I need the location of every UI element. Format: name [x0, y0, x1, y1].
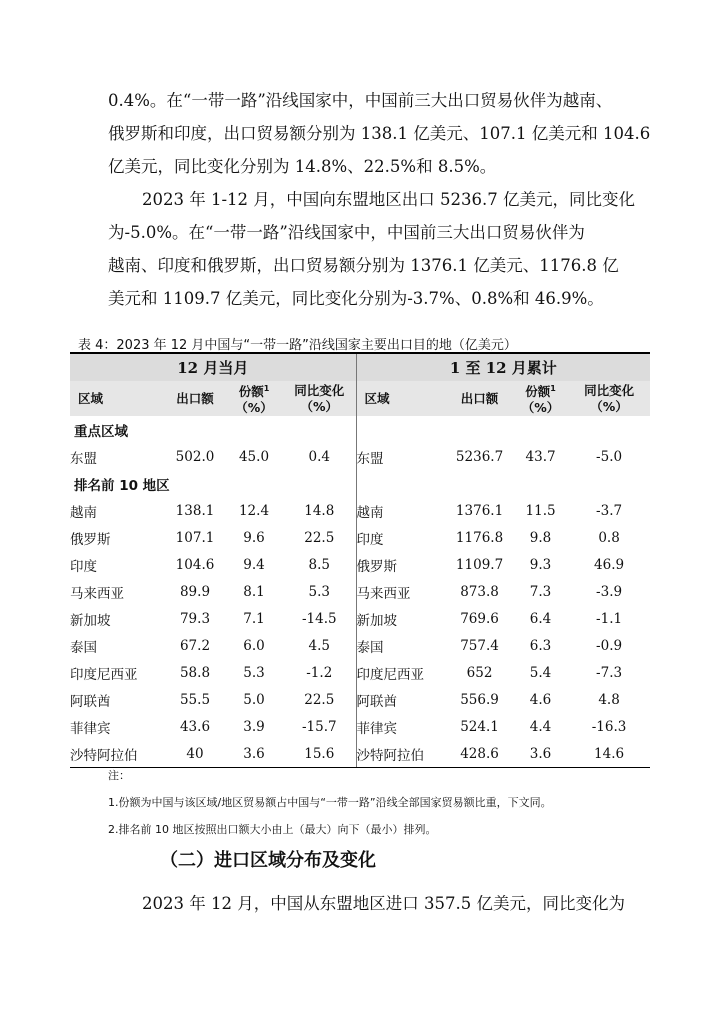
cell-share: 5.4: [529, 664, 552, 681]
cell-share: 3.6: [513, 740, 568, 768]
col-share-left: [225, 381, 283, 416]
cell-export: 1376.1: [455, 502, 504, 519]
cell-share: 12.4: [238, 502, 270, 519]
cell-export: 524.1: [460, 718, 499, 735]
cell-region: 越南: [70, 504, 97, 521]
cell-export: 107.1: [175, 529, 215, 546]
table-row: [70, 713, 650, 740]
cell-share: 8.1: [243, 583, 265, 600]
col-region-right: 区域: [356, 381, 446, 416]
cell-region: 菲律宾: [70, 720, 111, 737]
table-row: [70, 632, 650, 659]
paragraph-2-line-3: 越南、印度和俄罗斯，出口贸易额分别为 1376.1 亿美元、1176.8 亿: [108, 256, 619, 275]
cell-share: 3.9: [243, 718, 265, 735]
cell-yoy: 4.5: [283, 632, 356, 659]
cell-export: 55.5: [179, 691, 211, 708]
col-share-right-label: 份额: [525, 384, 551, 400]
section-row-top10: [70, 470, 650, 497]
cell-export: 67.2: [179, 637, 211, 654]
col-yoy-right-unit: （%）: [590, 398, 628, 414]
paragraph-3-line-1: 2023 年 12 月，中国从东盟地区进口 357.5 亿美元，同比变化为: [142, 894, 625, 913]
cell-region: 马来西亚: [70, 585, 124, 602]
table-row: [70, 524, 650, 551]
cell-share: 11.5: [525, 502, 556, 519]
cell-region: 越南: [356, 504, 384, 521]
col-export-right: 出口额: [446, 381, 513, 416]
cell-export: 104.6: [175, 556, 215, 573]
paragraph-2-line-2: 为-5.0%。在“一带一路”沿线国家中，中国前三大出口贸易伙伴为: [108, 223, 585, 242]
section-row-key-regions: [70, 416, 650, 443]
paragraph-2: [108, 183, 636, 315]
cell-export: 1176.8: [455, 529, 504, 546]
cell-share: 3.6: [225, 740, 283, 768]
cell-yoy: -3.9: [596, 583, 623, 600]
cell-yoy: 22.5: [283, 524, 356, 551]
cell-region: 沙特阿拉伯: [356, 740, 446, 768]
cell-yoy: -0.9: [596, 637, 623, 654]
table-caption: 表 4：2023 年 12 月中国与“一带一路”沿线国家主要出口目的地（亿美元）: [78, 338, 517, 353]
cell-region: 东盟: [70, 450, 97, 467]
cell-region: 东盟: [356, 450, 384, 467]
cell-yoy: 22.5: [283, 686, 356, 713]
col-share-left-note: 1: [263, 384, 270, 393]
table-row: [70, 497, 650, 524]
table-row: [70, 740, 650, 768]
table-group-header: [70, 353, 650, 381]
cell-region: 阿联酋: [356, 693, 398, 710]
col-share-right-unit: （%）: [521, 400, 560, 416]
cell-region: 新加坡: [70, 612, 111, 629]
cell-yoy: 15.6: [283, 740, 356, 768]
table-row: [70, 551, 650, 578]
cell-export: 428.6: [446, 740, 513, 768]
cell-share: 6.3: [529, 637, 552, 654]
cell-share: 9.6: [243, 529, 265, 546]
table-row: [70, 686, 650, 713]
cell-share: 7.3: [529, 583, 552, 600]
cell-export: 79.3: [179, 610, 211, 627]
cell-yoy: -16.3: [591, 718, 627, 735]
paragraph-2-line-4: 美元和 1109.7 亿美元，同比变化分别为-3.7%、0.8%和 46.9%。: [108, 289, 604, 308]
cell-region: 印度尼西亚: [356, 666, 425, 683]
note-2: 2.排名前 10 地区按照出口额大小由上（最大）向下（最小）排列。: [108, 823, 437, 836]
cell-yoy: 14.8: [283, 497, 356, 524]
cell-export: 138.1: [175, 502, 215, 519]
cell-region: 泰国: [356, 639, 384, 656]
section-top10: 排名前 10 地区: [70, 470, 356, 497]
cell-yoy: 14.6: [568, 740, 650, 768]
col-region-left: 区域: [70, 381, 165, 416]
cell-region: 印度: [70, 558, 97, 575]
cell-yoy: -7.3: [596, 664, 623, 681]
cell-export: 652: [466, 664, 493, 681]
col-share-right-note: 1: [550, 384, 556, 393]
cell-export: 502.0: [175, 448, 215, 465]
table-row: [70, 443, 650, 470]
cell-share: 4.6: [529, 691, 552, 708]
table-row: [70, 578, 650, 605]
cell-share: 6.0: [243, 637, 265, 654]
cell-share: 9.3: [529, 556, 552, 573]
cell-region: 俄罗斯: [70, 531, 111, 548]
cell-yoy: 8.5: [283, 551, 356, 578]
cell-share: 5.0: [243, 691, 265, 708]
paragraph-1-line-3: 亿美元，同比变化分别为 14.8%、22.5%和 8.5%。: [108, 157, 497, 176]
col-yoy-right-label: 同比变化: [584, 382, 635, 398]
col-yoy-right: [568, 381, 650, 416]
cell-export: 40: [165, 740, 225, 768]
cell-share: 9.4: [243, 556, 265, 573]
cell-yoy: -15.7: [283, 713, 356, 740]
cell-region: 马来西亚: [356, 585, 411, 602]
col-yoy-left-label: 同比变化: [294, 382, 345, 398]
cell-yoy: -1.2: [283, 659, 356, 686]
cell-region: 印度尼西亚: [70, 666, 138, 683]
paragraph-2-line-1: 2023 年 1-12 月，中国向东盟地区出口 5236.7 亿美元，同比变化: [142, 190, 636, 209]
cell-region: 俄罗斯: [356, 558, 398, 575]
paragraph-3: [108, 887, 628, 920]
paragraph-1: [108, 84, 651, 183]
col-yoy-left-unit: （%）: [300, 398, 339, 414]
cell-export: 58.8: [179, 664, 211, 681]
cell-yoy: -3.7: [596, 502, 623, 519]
cell-yoy: -14.5: [283, 605, 356, 632]
cell-yoy: 4.8: [598, 691, 620, 708]
cell-export: 1109.7: [455, 556, 504, 573]
cell-export: 556.9: [460, 691, 499, 708]
cell-yoy: 46.9: [594, 556, 625, 573]
table-row: [70, 605, 650, 632]
table-body: [70, 497, 650, 768]
cell-share: 4.4: [529, 718, 552, 735]
cell-yoy: 5.3: [283, 578, 356, 605]
col-export-left: 出口额: [165, 381, 225, 416]
cell-yoy: 0.8: [598, 529, 620, 546]
cell-region: 新加坡: [356, 612, 398, 629]
cell-export: 43.6: [179, 718, 211, 735]
cell-yoy: -5.0: [596, 448, 623, 465]
table-row: [70, 659, 650, 686]
cell-region: 印度: [356, 531, 384, 548]
paragraph-1-line-2: 俄罗斯和印度，出口贸易额分别为 138.1 亿美元、107.1 亿美元和 104.6: [108, 124, 651, 143]
col-share-right: [513, 381, 568, 416]
cell-share: 9.8: [529, 529, 552, 546]
col-share-left-label: 份额: [238, 384, 264, 400]
cell-region: 菲律宾: [356, 720, 398, 737]
notes-label: 注：: [108, 769, 130, 782]
cell-export: 769.6: [460, 610, 499, 627]
section-key-regions: 重点区域: [70, 416, 356, 443]
cell-share: 45.0: [238, 448, 270, 465]
cell-yoy: 0.4: [283, 443, 356, 470]
col-share-left-unit: （%）: [235, 400, 273, 416]
paragraph-1-line-1: 0.4%。在“一带一路”沿线国家中，中国前三大出口贸易伙伴为越南、: [108, 91, 613, 110]
cell-export: 873.8: [460, 583, 499, 600]
cell-export: 5236.7: [455, 448, 504, 465]
table-column-header: [70, 381, 650, 416]
note-1: 1.份额为中国与该区域/地区贸易额占中国与“一带一路”沿线全部国家贸易额比重，下文同。: [108, 796, 552, 809]
group-december: 12 月当月: [70, 353, 356, 381]
section-heading: （二）进口区域分布及变化: [160, 850, 376, 871]
cell-share: 7.1: [243, 610, 265, 627]
cell-export: 89.9: [179, 583, 211, 600]
cell-region: 阿联酋: [70, 693, 111, 710]
cell-export: 757.4: [460, 637, 499, 654]
cell-share: 43.7: [525, 448, 556, 465]
export-destinations-table: [70, 352, 650, 768]
cell-share: 5.3: [243, 664, 265, 681]
cell-yoy: -1.1: [596, 610, 623, 627]
col-yoy-left: [283, 381, 356, 416]
group-cumulative: 1 至 12 月累计: [356, 353, 650, 381]
cell-region: 泰国: [70, 639, 97, 656]
cell-region: 沙特阿拉伯: [70, 740, 165, 768]
cell-share: 6.4: [529, 610, 552, 627]
